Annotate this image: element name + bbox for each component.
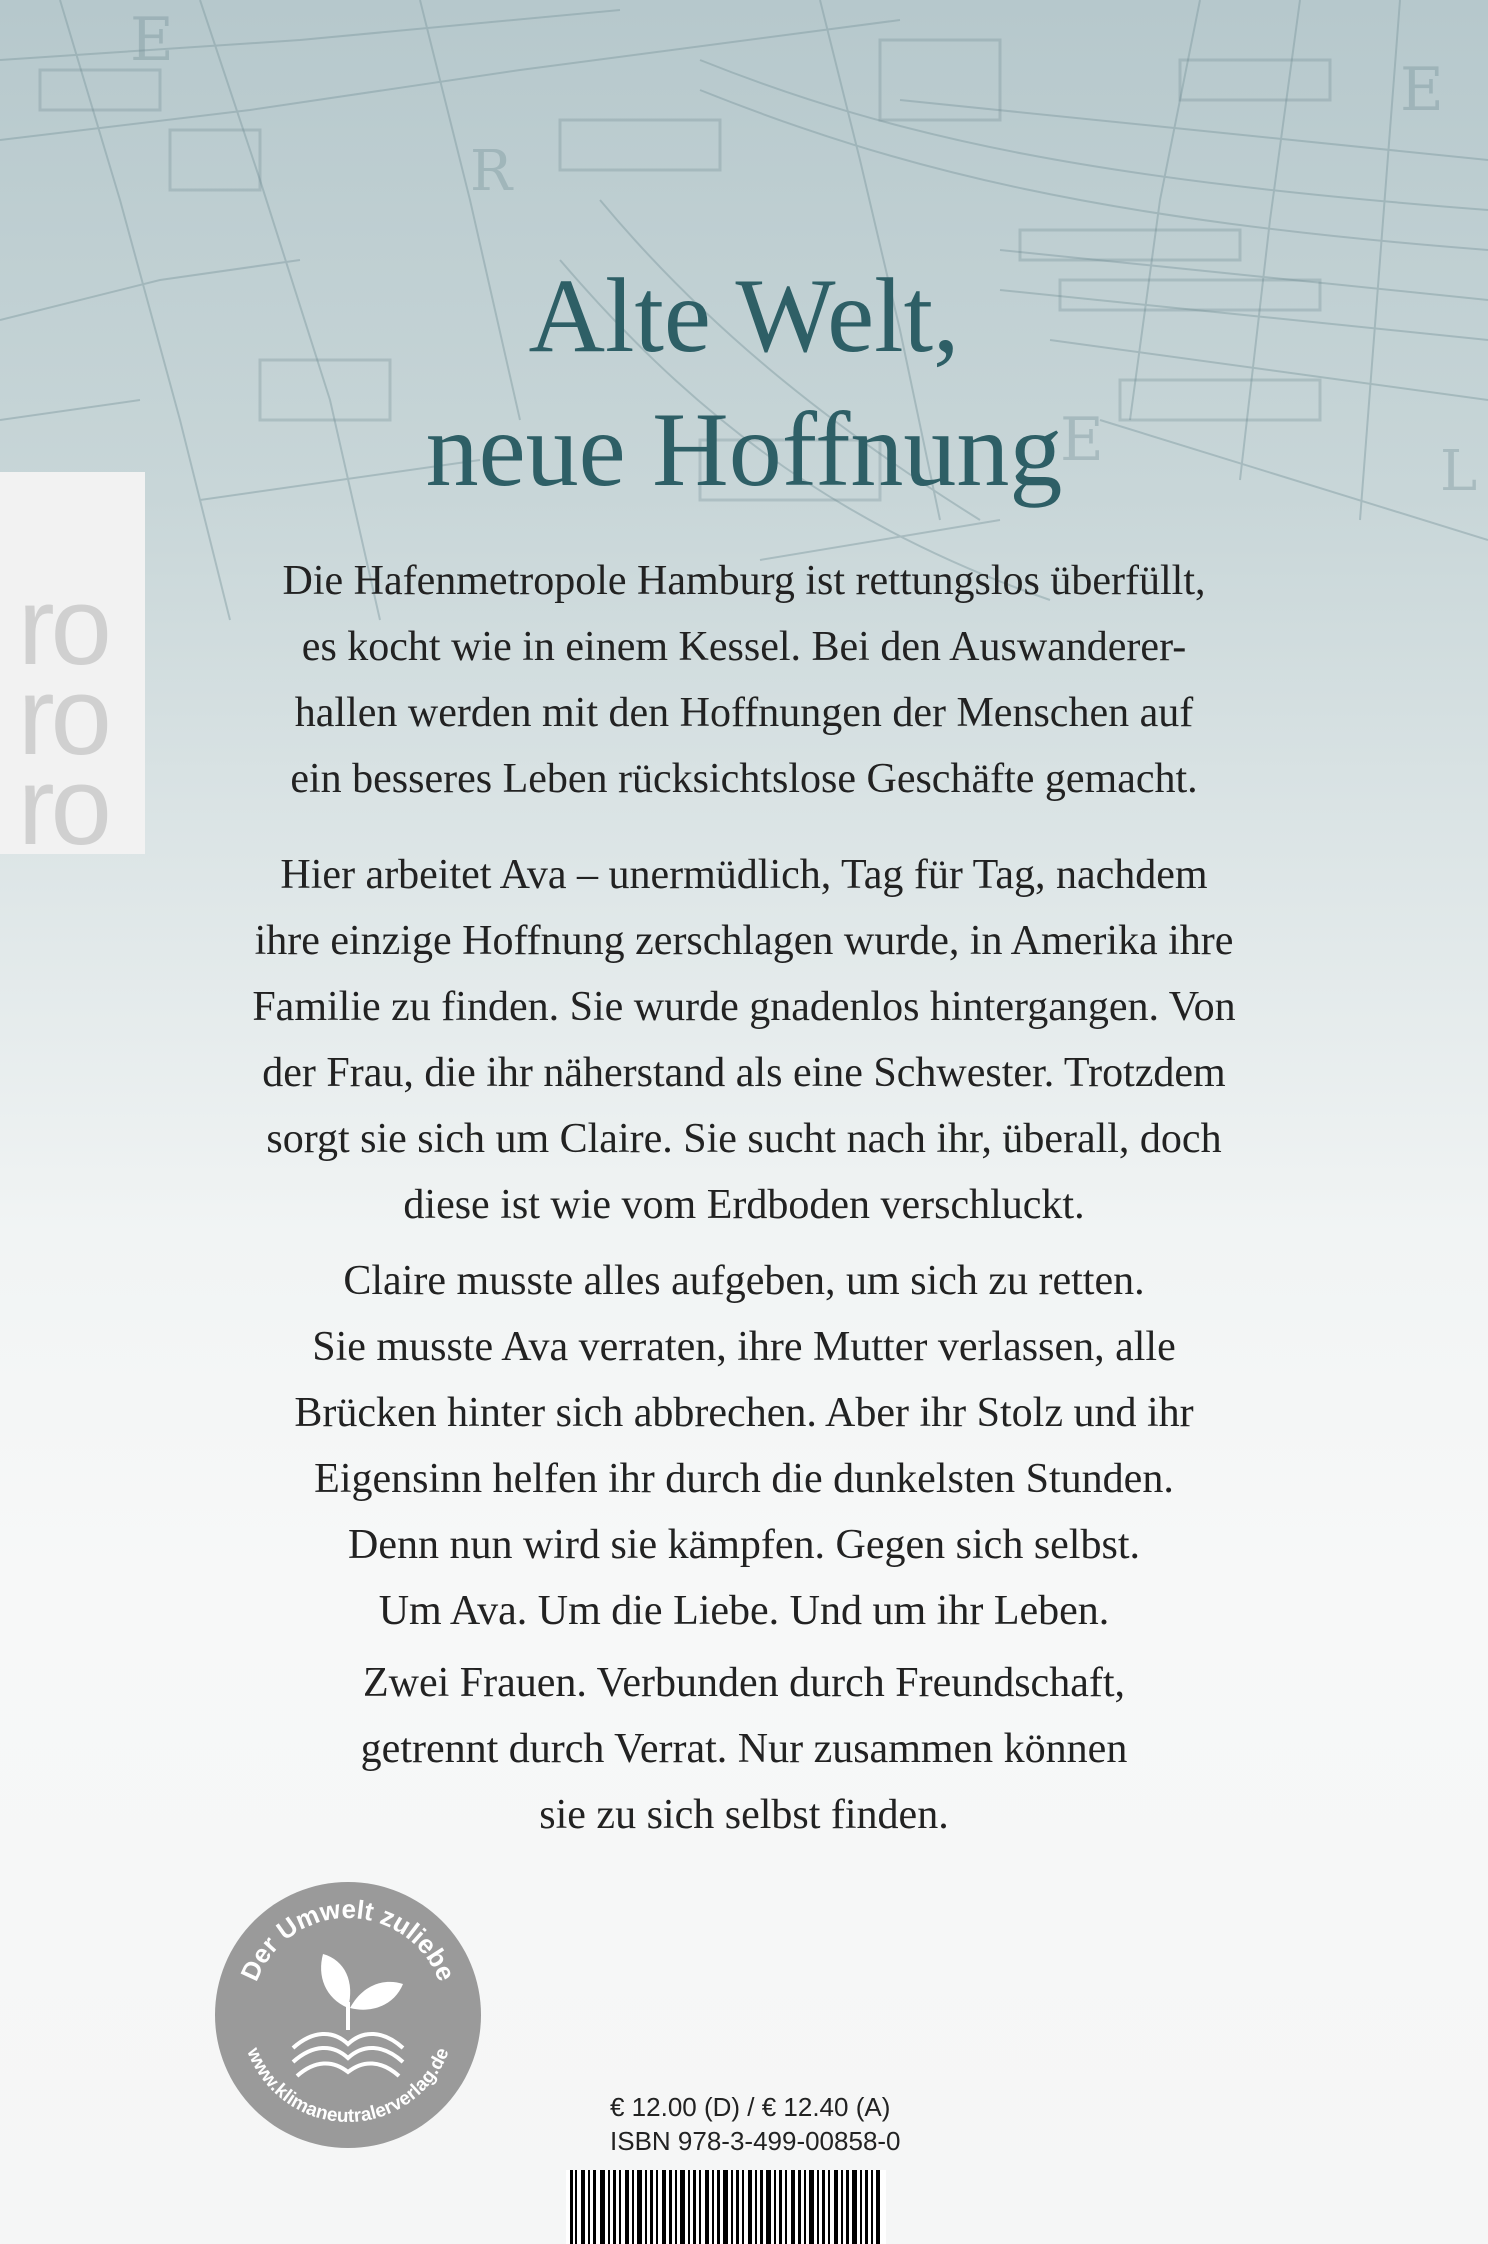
blurb-line: Familie zu finden. Sie wurde gnadenlos hintergangen. Von — [252, 984, 1236, 1030]
title-line-1: Alte Welt, — [528, 257, 960, 374]
blurb-line: ein besseres Leben rücksichtslose Geschäfte gemacht. — [290, 756, 1198, 802]
seal-bottom-text: www.klimaneutralerverlag.de — [242, 2044, 454, 2128]
blurb-paragraph-4 — [0, 1650, 1488, 1848]
blurb-line: Zwei Frauen. Verbunden durch Freundschaft, — [362, 1660, 1125, 1706]
logo-row: ro — [18, 745, 108, 868]
blurb-line: Um Ava. Um die Liebe. Und um ihr Leben. — [378, 1588, 1110, 1634]
logo-row: ro — [18, 565, 108, 688]
price-label: € 12.00 (D) / € 12.40 (A) — [610, 2092, 891, 2122]
blurb-line: sie zu sich selbst finden. — [539, 1792, 949, 1838]
blurb-line: sorgt sie sich um Claire. Sie sucht nach ihr, überall, doch — [266, 1116, 1222, 1162]
blurb-line: hallen werden mit den Hoffnungen der Menschen auf — [294, 690, 1194, 736]
blurb-line: ihre einzige Hoffnung zerschlagen wurde, in Amerika ihre — [254, 918, 1234, 964]
logo-row: ro — [18, 655, 108, 778]
blurb-line: Hier arbeitet Ava – unermüdlich, Tag für Tag, nachdem — [280, 852, 1208, 898]
blurb-line: Claire musste alles aufgeben, um sich zu retten. — [343, 1258, 1145, 1304]
svg-text:L: L — [1440, 439, 1478, 504]
blurb-line: Sie musste Ava verraten, ihre Mutter verlassen, alle — [312, 1324, 1176, 1370]
blurb-paragraph-2 — [0, 842, 1488, 1238]
blurb-paragraph-1 — [0, 548, 1488, 812]
svg-text:E: E — [1060, 405, 1104, 475]
blurb-line: Brücken hinter sich abbrechen. Aber ihr Stolz und ihr — [294, 1390, 1194, 1436]
svg-text:E: E — [1400, 55, 1444, 125]
blurb-line: Eigensinn helfen ihr durch die dunkelsten Stunden. — [314, 1456, 1174, 1502]
blurb-paragraph-3 — [0, 1248, 1488, 1644]
blurb-line: der Frau, die ihr näherstand als eine Schwester. Trotzdem — [262, 1050, 1226, 1096]
barcode — [566, 2170, 886, 2244]
isbn-label: ISBN 978-3-499-00858-0 — [610, 2126, 901, 2156]
blurb-line: getrennt durch Verrat. Nur zusammen können — [360, 1726, 1128, 1772]
blurb-line: Die Hafenmetropole Hamburg ist rettungslos überfüllt, — [282, 558, 1206, 604]
climate-neutral-seal — [213, 1880, 483, 2150]
seal-top-text: Der Umwelt zuliebe — [234, 1893, 462, 1986]
svg-text:E: E — [130, 5, 174, 75]
title-line-2: neue Hoffnung — [425, 391, 1063, 508]
blurb-line: Denn nun wird sie kämpfen. Gegen sich selbst. — [348, 1522, 1140, 1568]
svg-text:R: R — [470, 139, 513, 204]
blurb-line: es kocht wie in einem Kessel. Bei den Auswanderer- — [301, 624, 1187, 670]
blurb-line: diese ist wie vom Erdboden verschluckt. — [403, 1182, 1085, 1228]
